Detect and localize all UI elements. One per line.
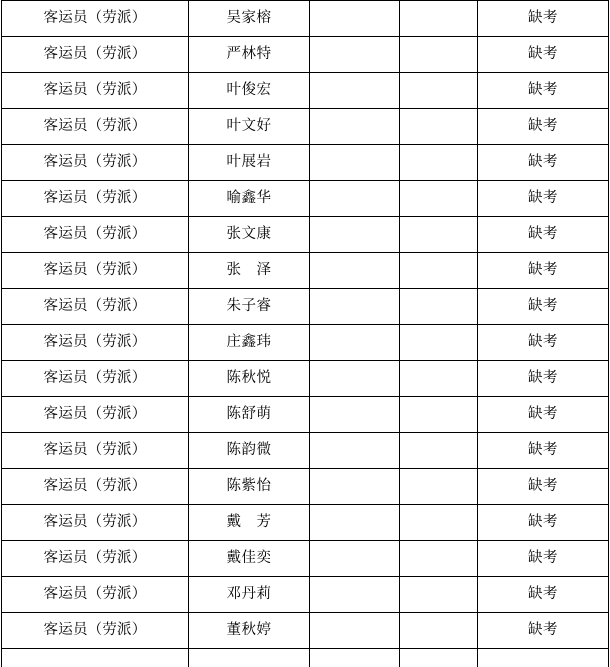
cell-post: 客运员（劳派） (2, 289, 189, 325)
cell-name: 张文康 (189, 217, 310, 253)
cell-name: 叶展岩 (189, 145, 310, 181)
table-row (2, 613, 609, 649)
cell-blank-a (310, 649, 400, 667)
cell-status: 缺考 (478, 1, 609, 37)
cell-blank-b (400, 649, 478, 667)
cell-post: 客运员（劳派） (2, 577, 189, 613)
cell-name: 陈紫怡 (189, 469, 310, 505)
cell-blank-a (310, 145, 400, 181)
cell-post: 客运员（劳派） (2, 325, 189, 361)
cell-blank-b (400, 505, 478, 541)
cell-post: 客运员（劳派） (2, 37, 189, 73)
cell-blank-a (310, 361, 400, 397)
cell-post: 客运员（劳派） (2, 505, 189, 541)
cell-blank-a (310, 397, 400, 433)
cell-post: 客运员（劳派） (2, 397, 189, 433)
roster-table-body (2, 1, 609, 667)
cell-post: 客运员（劳派） (2, 469, 189, 505)
cell-blank-a (310, 613, 400, 649)
cell-name: 庄鑫玮 (189, 325, 310, 361)
cell-blank-a (310, 289, 400, 325)
cell-blank-b (400, 433, 478, 469)
cell-name: 陈秋悦 (189, 361, 310, 397)
cell-blank-a (310, 325, 400, 361)
table-row (2, 433, 609, 469)
cell-status: 缺考 (478, 109, 609, 145)
cell-post: 客运员（劳派） (2, 541, 189, 577)
cell-blank-b (400, 397, 478, 433)
cell-name: 戴佳奕 (189, 541, 310, 577)
cell-blank-a (310, 109, 400, 145)
table-row (2, 1, 609, 37)
cell-name: 陈韵微 (189, 433, 310, 469)
table-row (2, 37, 609, 73)
cell-name: 陈舒萌 (189, 397, 310, 433)
cell-blank-a (310, 37, 400, 73)
table-row (2, 505, 609, 541)
cell-blank-b (400, 37, 478, 73)
cell-blank-b (400, 73, 478, 109)
cell-post: 客运员（劳派） (2, 217, 189, 253)
table-row (2, 217, 609, 253)
cell-blank-b (400, 613, 478, 649)
cell-status: 缺考 (478, 181, 609, 217)
cell-blank-b (400, 289, 478, 325)
cell-blank-b (400, 325, 478, 361)
cell-post: 客运员（劳派） (2, 361, 189, 397)
cell-blank-b (400, 361, 478, 397)
table-row (2, 649, 609, 667)
cell-blank-b (400, 1, 478, 37)
cell-blank-a (310, 577, 400, 613)
cell-status: 缺考 (478, 541, 609, 577)
cell-post: 客运员（劳派） (2, 253, 189, 289)
cell-status: 缺考 (478, 577, 609, 613)
cell-blank-b (400, 253, 478, 289)
cell-status: 缺考 (478, 433, 609, 469)
cell-post: 客运员（劳派） (2, 181, 189, 217)
cell-name (189, 649, 310, 667)
cell-status: 缺考 (478, 253, 609, 289)
cell-status: 缺考 (478, 397, 609, 433)
table-row (2, 361, 609, 397)
cell-status: 缺考 (478, 361, 609, 397)
cell-status: 缺考 (478, 289, 609, 325)
cell-status: 缺考 (478, 613, 609, 649)
cell-name: 戴 芳 (189, 505, 310, 541)
roster-table (1, 0, 609, 667)
cell-name: 张 泽 (189, 253, 310, 289)
cell-blank-a (310, 1, 400, 37)
cell-name: 吴家榕 (189, 1, 310, 37)
cell-blank-a (310, 469, 400, 505)
cell-blank-b (400, 469, 478, 505)
cell-status: 缺考 (478, 505, 609, 541)
cell-name: 朱子睿 (189, 289, 310, 325)
cell-blank-a (310, 217, 400, 253)
table-row (2, 109, 609, 145)
cell-post: 客运员（劳派） (2, 613, 189, 649)
cell-post: 客运员（劳派） (2, 433, 189, 469)
cell-status: 缺考 (478, 325, 609, 361)
table-row (2, 181, 609, 217)
cell-blank-b (400, 541, 478, 577)
cell-blank-b (400, 577, 478, 613)
cell-blank-a (310, 73, 400, 109)
cell-post: 客运员（劳派） (2, 1, 189, 37)
table-row (2, 397, 609, 433)
table-row (2, 253, 609, 289)
cell-status: 缺考 (478, 37, 609, 73)
cell-blank-b (400, 109, 478, 145)
cell-blank-a (310, 505, 400, 541)
cell-post: 客运员（劳派） (2, 145, 189, 181)
table-row (2, 469, 609, 505)
cell-status: 缺考 (478, 145, 609, 181)
table-row (2, 577, 609, 613)
cell-blank-a (310, 181, 400, 217)
cell-blank-a (310, 433, 400, 469)
cell-post: 客运员（劳派） (2, 73, 189, 109)
cell-blank-b (400, 217, 478, 253)
cell-name: 叶俊宏 (189, 73, 310, 109)
cell-blank-b (400, 181, 478, 217)
cell-blank-a (310, 541, 400, 577)
cell-status: 缺考 (478, 469, 609, 505)
cell-name: 叶文好 (189, 109, 310, 145)
cell-status: 缺考 (478, 73, 609, 109)
table-row (2, 325, 609, 361)
cell-post (2, 649, 189, 667)
table-row (2, 73, 609, 109)
cell-blank-a (310, 253, 400, 289)
table-row (2, 145, 609, 181)
cell-name: 邓丹莉 (189, 577, 310, 613)
cell-status (478, 649, 609, 667)
cell-status: 缺考 (478, 217, 609, 253)
cell-post: 客运员（劳派） (2, 109, 189, 145)
cell-name: 董秋婷 (189, 613, 310, 649)
cell-blank-b (400, 145, 478, 181)
cell-name: 喻鑫华 (189, 181, 310, 217)
table-row (2, 541, 609, 577)
cell-name: 严林特 (189, 37, 310, 73)
table-row (2, 289, 609, 325)
